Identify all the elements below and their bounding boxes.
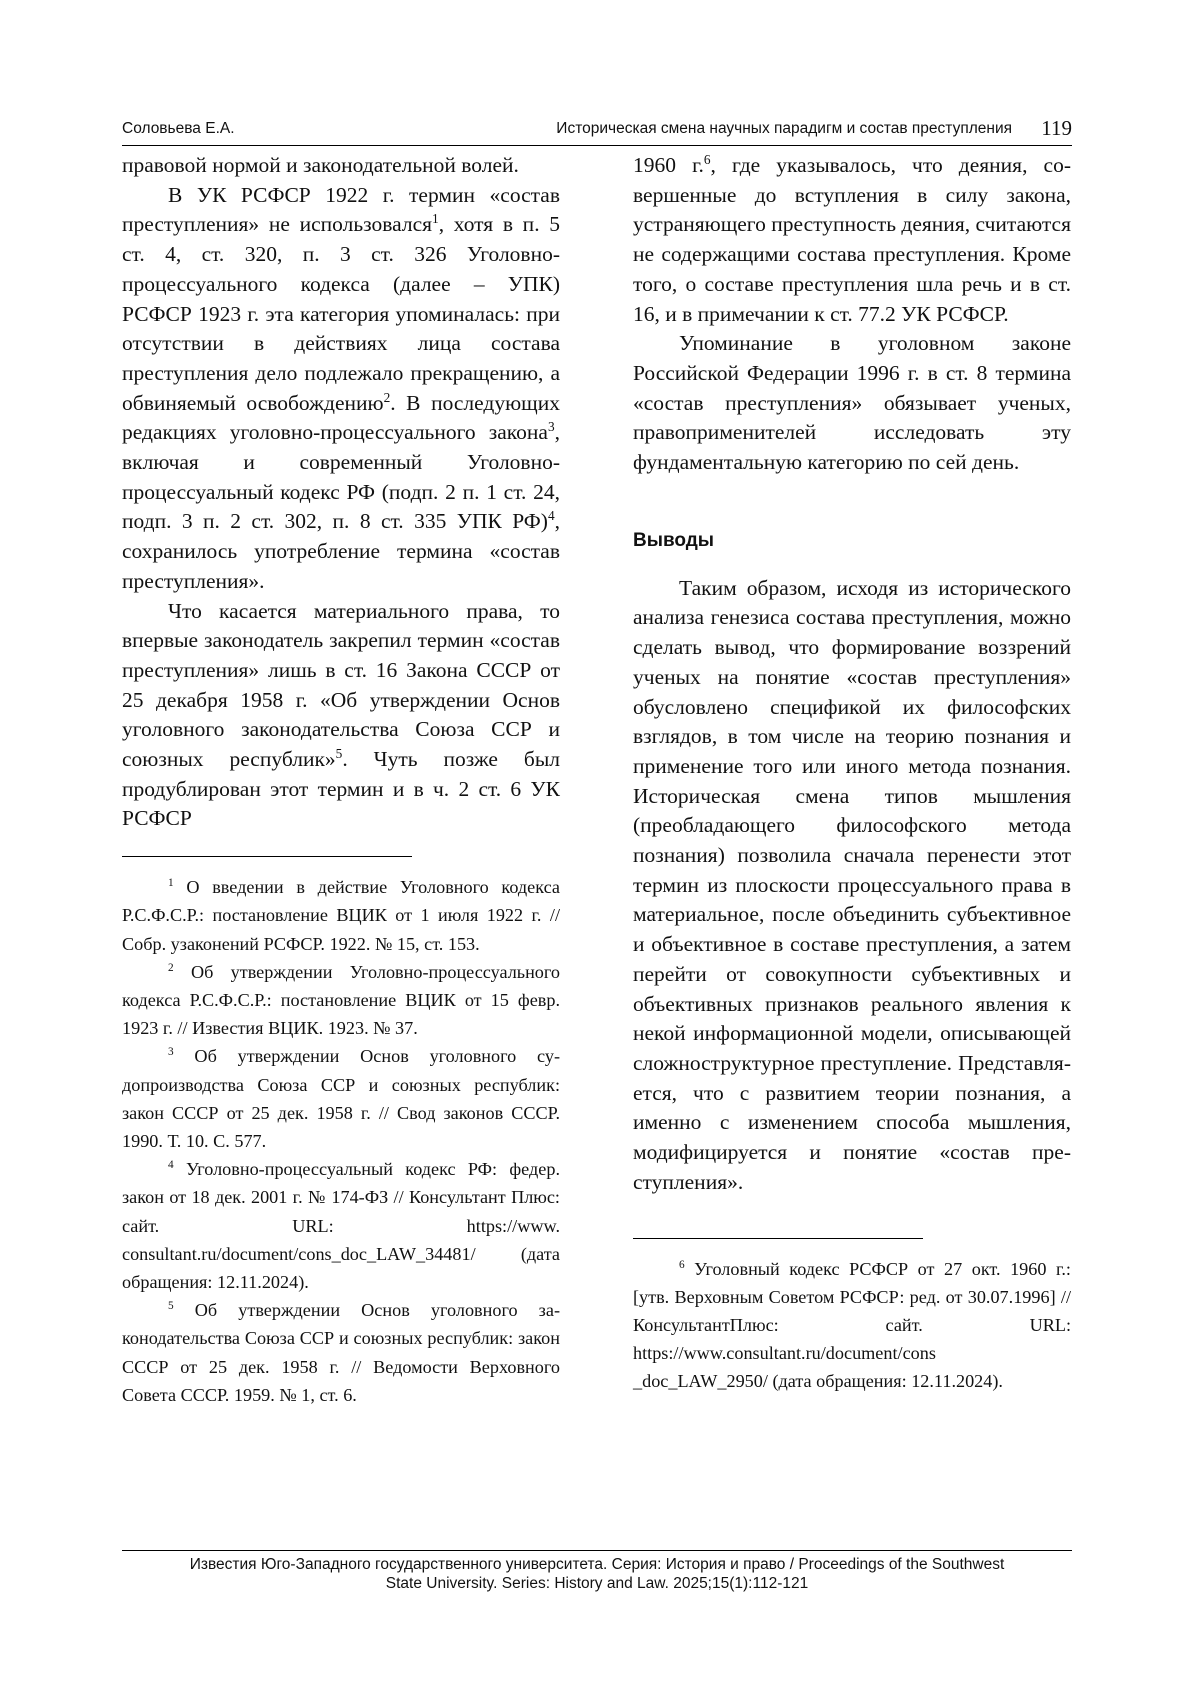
paragraph: Упоминание в уголовном законе Российской Федерации 1996 г. в ст. 8 термина «состав преступления» обязывает ученых, правоприменителей исследовать эту фундаментальную категорию по сей день. (633, 331, 1071, 475)
footnote-separator (633, 1238, 923, 1239)
footnote-marker: 4 (168, 1159, 174, 1172)
footnote-separator (122, 856, 412, 857)
journal-footer (122, 1550, 1072, 1593)
footer-line-1: Известия Юго-Западного государственного университета. Серия: История и право / Proceedings of the Southwest (189, 1556, 1005, 1573)
footnote-marker: 1 (168, 877, 174, 890)
paragraph: Что касается материального права, то впервые законодатель закрепил термин «состав преступления» лишь в ст. 16 Закона СССР от 25 декабря 1958 г. «Об утверждении Основ уголовного законодательства Союза ССР и союзных республик»$^5$. Чуть позже был продублирован этот термин и в ч. 2 ст. 6 УК РСФСР (122, 598, 560, 831)
section-heading: Выводы (633, 529, 715, 551)
page-number: 119 (1041, 116, 1072, 140)
footnote-5 (122, 1296, 560, 1409)
footnote-3 (122, 1042, 560, 1155)
footnote-marker: 6 (679, 1258, 685, 1271)
footnote-text: Об утверждении Основ уголовного законодательства Союза ССР и союзных республик: закон СССР от 25 дек. 1958 г. // Ведомости Верховного Совета СССР. 1959. № 1, ст. 6. (122, 1300, 560, 1405)
header-author: Соловьева Е.А. (122, 120, 235, 137)
footnote-text: Уголовно-процессуальный кодекс РФ: федер. закон от 18 дек. 2001 г. № 174-ФЗ // Консультант Плюс: сайт. URL: https://www. consultant.ru/document/cons_doc_LAW_34481/ (дата обращения: 12.11.2024). (122, 1159, 560, 1293)
conclusions-text (633, 574, 1071, 1198)
paragraph: Таким образом, исходя из исторического анализа генезиса состава преступления, можно сделать вывод, что формирование воззрений ученых на понятие «состав преступления» обусловлено спецификой их философских взглядов, в том числе на теорию познания и применение того или иного метода познания. Историческая смена типов мышления (преобладающего философского метода познания) позволила сначала перенести этот термин из плоскости процессуального права в материальное, после объединить субъективное и объективное в составе преступления, а затем перейти от совокупности субъективных и объективных признаков реального явления к некой информационной модели, описывающей сложноструктурное преступление. Представляется, что с развитием теории познания, а именно с изменением способа мышления, модифицируется и понятие «состав преступления». (633, 575, 1071, 1194)
footnote-1 (122, 873, 560, 958)
paragraph: 1960 г.$^6$, где указывалось, что деяния, совершенные до вступления в силу закона, устраняющего преступность деяния, считаются не содержащими состава преступления. Кроме того, о составе преступления шла речь и в ст. 16, и в примечании к ст. 77.2 УК РСФСР. (633, 151, 1071, 326)
paragraph: В УК РСФСР 1922 г. термин «состав преступления» не использовался$^1$, хотя в п. 5 ст. 4, ст. 320, п. 3 ст. 326 Уголовно-процессуального кодекса (далее – УПК) РСФСР 1923 г. эта категория упоминалась: при отсутствии в действиях лица состава преступления дело подлежало прекращению, а обвиняемый освобождению$^2$. В последующих редакциях уголовно-процессуального закона$^3$, включая и современный Уголовно-процессуальный кодекс РФ (подп. 2 п. 1 ст. 24, подп. 3 п. 2 ст. 302, п. 8 ст. 335 УПК РФ)$^4$, сохранилось употребление термина «состав преступления». (122, 182, 560, 593)
footnote-6 (633, 1255, 1071, 1396)
footnote-2 (122, 958, 560, 1043)
footnote-text: Об утверждении Основ уголовного судопроизводства Союза ССР и союзных республик: закон СССР от 25 дек. 1958 г. // Свод законов СССР. 1990. Т. 10. С. 577. (122, 1046, 560, 1151)
footnote-marker: 2 (168, 961, 174, 974)
right-column (633, 151, 1071, 1396)
right-body-text (633, 151, 1071, 478)
footnote-marker: 3 (168, 1046, 174, 1059)
header-running-title: Историческая смена научных парадигм и состав преступления (556, 120, 1012, 137)
left-column (122, 151, 560, 1409)
left-footnotes (122, 873, 560, 1409)
footnote-4 (122, 1155, 560, 1296)
footnote-text: О введении в действие Уголовного кодекса Р.С.Ф.С.Р.: постановление ВЦИК от 1 июля 1922 г. // Собр. узаконений РСФСР. 1922. № 15, ст. 153. (122, 877, 560, 954)
left-body-text (122, 151, 560, 834)
footnote-text: Об утверждении Уголовно-процессуального кодекса Р.С.Ф.С.Р.: постановление ВЦИК от 15 февр. 1923 г. // Известия ВЦИК. 1923. № 37. (122, 961, 560, 1039)
footer-line-2: State University. Series: History and Law. 2025;15(1):112-121 (385, 1575, 809, 1592)
right-footnotes (633, 1255, 1071, 1396)
footnote-marker: 5 (168, 1300, 174, 1313)
running-header (122, 115, 1072, 146)
paragraph: правовой нормой и законодательной волей. (122, 153, 519, 177)
footnote-text: Уголовный кодекс РСФСР от 27 окт. 1960 г.: [утв. Верховным Советом РСФСР: ред. от 30.07.1996] // КонсультантПлюс: сайт. URL: https://www.consultant.ru/document/cons _doc_LAW_2950/ (дата обращения: 12.11.2024). (633, 1258, 1071, 1392)
